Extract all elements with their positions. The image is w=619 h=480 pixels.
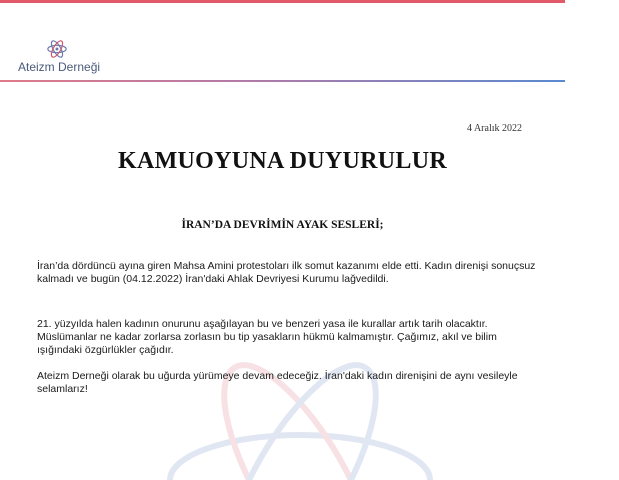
atom-logo-icon	[46, 38, 68, 60]
paragraph-3: Ateizm Derneği olarak bu uğurda yürümeye devam edeceğiz. İran'daki kadın direnişini de aynı vesileyle selamlarız!	[37, 370, 518, 395]
paragraph-2: 21. yüzyılda halen kadının onurunu aşağılayan bu ve benzeri yasa ile kurallar artık tarih olacaktır. Müslümanlar ne kadar zorlarsa zorlasın bu tip yasakların hükmü kalmamıştır. Çağımız, akıl ve bilim ışığındaki özgürlükler çağıdır.	[37, 318, 497, 356]
organization-logo	[18, 38, 118, 78]
logo-text: Ateizm Derneği	[18, 60, 101, 74]
document-title: KAMUOYUNA DUYURULUR	[117, 148, 448, 174]
top-accent-bar	[0, 0, 565, 3]
header-divider	[0, 80, 565, 82]
document-date: 4 Aralık 2022	[467, 123, 522, 134]
document-subtitle: İRAN’DA DEVRİMİN AYAK SESLERİ;	[181, 219, 384, 231]
paragraph-1: İran’da dördüncü ayına giren Mahsa Amini protestoları ilk somut kazanımı elde etti. Kadın direnişi sonuçsuz kalmadı ve bugün (04.12.2022) İran'daki Ahlak Devriyesi Kurumu lağvedildi.	[37, 260, 536, 285]
